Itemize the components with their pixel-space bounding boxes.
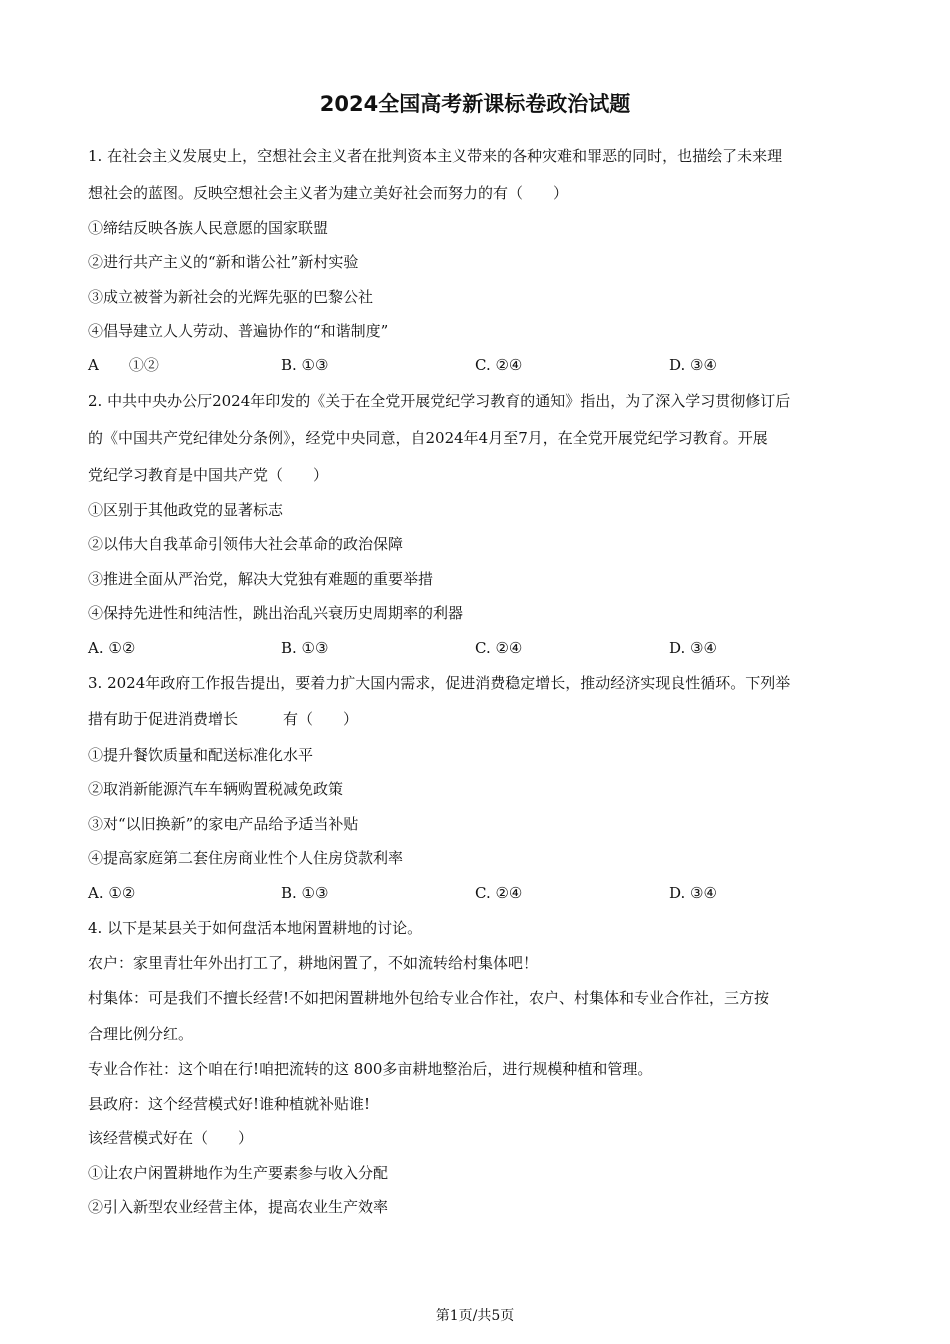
question-4-item-2: ②引入新型农业经营主体，提高农业生产效率 — [88, 1198, 389, 1216]
question-3-option-c: C. ②④ — [475, 884, 523, 902]
question-3-item-4: ④提高家庭第二套住房商业性个人住房贷款利率 — [88, 849, 404, 867]
question-1-item-2: ②进行共产主义的“新和谐公社”新村实验 — [88, 253, 359, 271]
question-4-dialogue-cooperative: 专业合作社：这个咱在行!咱把流转的这 800多亩耕地整治后，进行规模种植和管理。 — [88, 1060, 653, 1078]
question-3-option-a: A. ①② — [88, 884, 136, 902]
question-2-item-4: ④保持先进性和纯洁性，跳出治乱兴衰历史周期率的利器 — [88, 604, 464, 622]
question-2-option-c: C. ②④ — [475, 639, 523, 657]
question-1-item-3: ③成立被誉为新社会的光辉先驱的巴黎公社 — [88, 288, 374, 306]
question-2-item-1: ①区别于其他政党的显著标志 — [88, 501, 284, 519]
question-4-dialogue-collective: 村集体：可是我们不擅长经营!不如把闲置耕地外包给专业合作社，农户、村集体和专业合作社，三方按 — [88, 989, 770, 1007]
question-2-stem-line-2: 的《中国共产党纪律处分条例》，经党中央同意，自2024年4月至7月，在全党开展党纪学习教育。开展 — [88, 429, 768, 447]
question-2-item-3: ③推进全面从严治党，解决大党独有难题的重要举措 — [88, 570, 434, 588]
question-1-item-1: ①缔结反映各族人民意愿的国家联盟 — [88, 219, 329, 237]
question-2-option-a: A. ①② — [88, 639, 136, 657]
question-3-item-2: ②取消新能源汽车车辆购置税减免政策 — [88, 780, 344, 798]
question-3-option-b: B. ①③ — [281, 884, 329, 902]
question-4-dialogue-collective-cont: 合理比例分红。 — [88, 1025, 194, 1043]
question-4-stem-line-1: 4. 以下是某县关于如何盘活本地闲置耕地的讨论。 — [88, 919, 423, 937]
question-2-stem-line-3: 党纪学习教育是中国共产党（ ） — [88, 466, 329, 484]
question-3-stem-line-2: 措有助于促进消费增长 有（ ） — [88, 710, 359, 728]
question-3-item-3: ③对“以旧换新”的家电产品给予适当补贴 — [88, 815, 359, 833]
question-1-options — [88, 353, 868, 377]
page-title: 2024全国高考新课标卷政治试题 — [319, 92, 631, 116]
question-2-item-2: ②以伟大自我革命引领伟大社会革命的政治保障 — [88, 535, 404, 553]
question-4-prompt: 该经营模式好在（ ） — [88, 1129, 254, 1147]
question-1-stem-line-2: 想社会的蓝图。反映空想社会主义者为建立美好社会而努力的有（ ） — [88, 184, 569, 202]
question-4-dialogue-farmer: 农户：家里青壮年外出打工了，耕地闲置了，不如流转给村集体吧！ — [88, 954, 539, 972]
question-2-options — [88, 636, 868, 660]
question-1-stem-line-1: 1. 在社会主义发展史上，空想社会主义者在批判资本主义带来的各种灾难和罪恶的同时，也描绘了未来理 — [88, 147, 783, 165]
question-3-item-1: ①提升餐饮质量和配送标准化水平 — [88, 746, 314, 764]
question-2-option-d: D. ③④ — [669, 639, 717, 657]
question-1-option-c: C. ②④ — [475, 356, 523, 374]
question-1-item-4: ④倡导建立人人劳动、普遍协作的“和谐制度” — [88, 322, 389, 340]
question-4-item-1: ①让农户闲置耕地作为生产要素参与收入分配 — [88, 1164, 389, 1182]
question-3-stem-line-1: 3. 2024年政府工作报告提出，要着力扩大国内需求，促进消费稳定增长，推动经济实现良性循环。下列举 — [88, 674, 791, 692]
question-3-option-d: D. ③④ — [669, 884, 717, 902]
question-1-option-b: B. ①③ — [281, 356, 329, 374]
question-2-stem-line-1: 2. 中共中央办公厅2024年印发的《关于在全党开展党纪学习教育的通知》指出，为了深入学习贯彻修订后 — [88, 392, 791, 410]
question-4-dialogue-government: 县政府：这个经营模式好!谁种植就补贴谁! — [88, 1095, 371, 1113]
question-1-option-d: D. ③④ — [669, 356, 717, 374]
question-2-option-b: B. ①③ — [281, 639, 329, 657]
question-1-option-a: A ①② — [88, 356, 159, 374]
question-3-options — [88, 881, 868, 905]
page-footer: 第1页/共5页 — [435, 1308, 515, 1324]
